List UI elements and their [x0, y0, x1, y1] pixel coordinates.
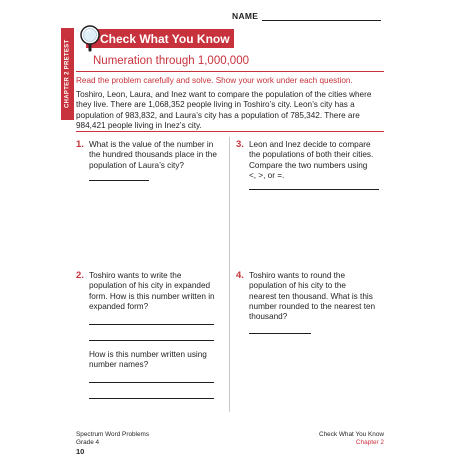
question-3-text — [249, 140, 384, 181]
question-4-number: 4. — [236, 270, 244, 281]
page-title: Check What You Know — [100, 31, 230, 46]
question-3-number: 3. — [236, 139, 244, 150]
question-line: <, >, or =. — [249, 170, 285, 180]
answer-line-2c[interactable] — [89, 382, 214, 383]
footer-chapter: Chapter 2 — [355, 439, 384, 446]
question-line: population of his city to the — [249, 281, 346, 291]
answer-line-2d[interactable] — [89, 398, 214, 399]
instructions: Read the problem carefully and solve. Show your work under each question. — [76, 76, 353, 85]
question-line: number rounded to the nearest ten — [249, 301, 376, 311]
footer-right — [319, 431, 384, 447]
answer-line-2b[interactable] — [89, 340, 214, 341]
question-line: population of his city in expanded — [89, 281, 211, 291]
answer-line-1[interactable] — [89, 180, 149, 181]
subtitle-rule — [76, 71, 384, 72]
answer-line-4[interactable] — [249, 333, 311, 334]
question-line: expanded form? — [89, 301, 149, 311]
magnifying-glass-icon — [78, 24, 102, 52]
footer-book-title: Spectrum Word Problems — [76, 431, 150, 438]
question-line: Toshiro wants to round the — [249, 271, 346, 280]
question-2-followup — [89, 350, 224, 371]
question-line: number names? — [89, 360, 149, 370]
story-paragraph — [76, 90, 386, 131]
title-banner — [86, 29, 234, 48]
question-line: How is this number written using — [89, 350, 207, 359]
question-1-text — [89, 140, 224, 171]
question-4-text — [249, 271, 384, 322]
story-line: population of 983,832, and Laura’s city has a population of 785,342. There are — [76, 110, 360, 120]
page-number: 10 — [76, 447, 85, 456]
name-line[interactable] — [262, 20, 381, 21]
footer-left — [76, 431, 149, 447]
footer-grade: Grade 4 — [76, 439, 100, 446]
column-divider — [229, 137, 230, 412]
question-line: Compare the two numbers using — [249, 160, 368, 170]
question-2-number: 2. — [76, 270, 84, 281]
question-line: the hundred thousands place in the — [89, 150, 217, 160]
question-line: nearest ten thousand. What is this — [249, 291, 373, 301]
section-subtitle: Numeration through 1,000,000 — [93, 55, 249, 67]
question-line: the populations of both their cities. — [249, 150, 374, 160]
story-rule — [76, 131, 384, 132]
question-line: form. How is this number written in — [89, 291, 215, 301]
story-line: Toshiro, Leon, Laura, and Inez want to compare the population of the cities where — [76, 90, 372, 99]
question-2-text — [89, 271, 224, 312]
name-label: NAME — [232, 11, 259, 21]
question-line: What is the value of the number in — [89, 140, 214, 149]
chapter-side-tab-text: CHAPTER 2 PRETEST — [64, 39, 71, 109]
answer-line-3[interactable] — [249, 189, 379, 190]
answer-line-2a[interactable] — [89, 324, 214, 325]
story-line: they live. There are 1,068,352 people living in Toshiro’s city. Leon’s city has a — [76, 100, 355, 110]
story-line: 984,421 people living in Inez’s city. — [76, 120, 202, 130]
question-line: Toshiro wants to write the — [89, 271, 182, 280]
question-line: population of Laura’s city? — [89, 160, 184, 170]
question-line: Leon and Inez decide to compare — [249, 140, 371, 149]
question-1-number: 1. — [76, 139, 84, 150]
footer-section: Check What You Know — [318, 431, 384, 438]
question-line: thousand? — [249, 312, 288, 322]
